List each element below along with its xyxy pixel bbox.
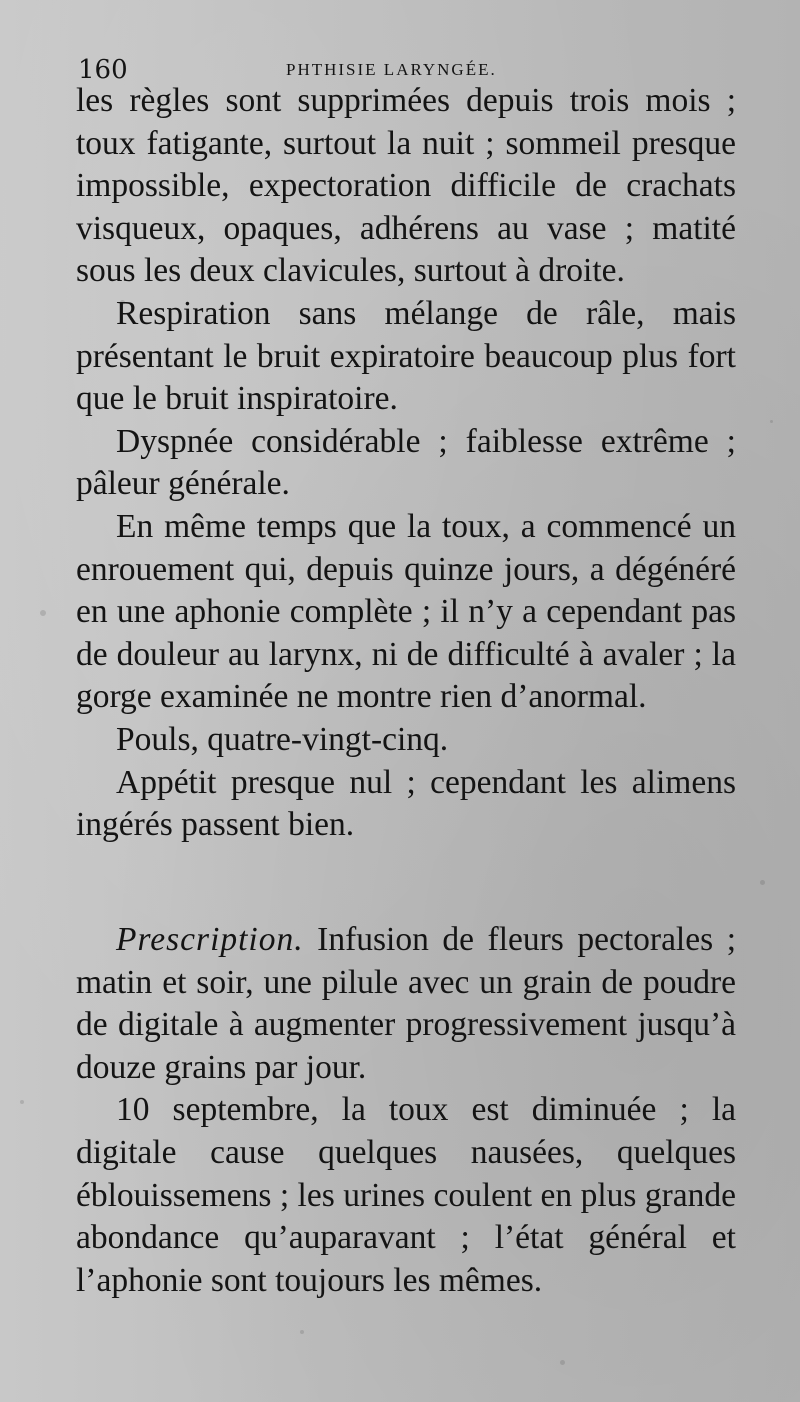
paragraph-enrouement: En même temps que la toux, a commencé un enrouement qui, depuis quinze jours, a dégénéré en une aphonie complète ; il n’y a cependant pas de douleur au larynx, ni de difficulté à avaler ; la gorge examinée ne montre rien d’anormal. [76,507,736,716]
prescription-label: Prescription. [116,921,304,958]
page-number: 160 [78,55,128,85]
paragraph-10-septembre: 10 septembre, la toux est diminuée ; la digitale cause quelques nausées, quelques éblouissemens ; les urines coulent en plus grande abondance qu’auparavant ; l’état général et l’aphonie sont toujours les mêmes. [76,1091,736,1299]
paragraph-appetit: Appétit presque nul ; cependant les alimens ingérés passent bien. [76,763,736,844]
running-title: PHTHISIE LARYNGÉE. [286,60,497,79]
body-text-bottom [76,919,736,1302]
paragraph-pouls: Pouls, quatre-vingt-cinq. [116,720,449,758]
prescription-text: Infusion de fleurs pectorales ; matin et soir, une pilule avec un grain de poudre de digitale à augmenter progressivement jusqu’à douze grains par jour. [76,921,736,1086]
paragraph-dyspnee: Dyspnée considérable ; faiblesse extrême ; pâleur générale. [76,422,736,503]
paragraph-respiration: Respiration sans mélange de râle, mais présentant le bruit expiratoire beaucoup plus fort que le bruit inspiratoire. [76,294,736,418]
body-text-top [76,80,736,847]
paragraph-continuation: les règles sont supprimées depuis trois mois ; toux fatigante, surtout la nuit ; sommeil presque impossible, expectoration difficile de crachats visqueux, opaques, adhérens au vase ; matité sous les deux clavicules, surtout à droite. [76,82,736,290]
paragraph-prescription [76,919,736,1089]
